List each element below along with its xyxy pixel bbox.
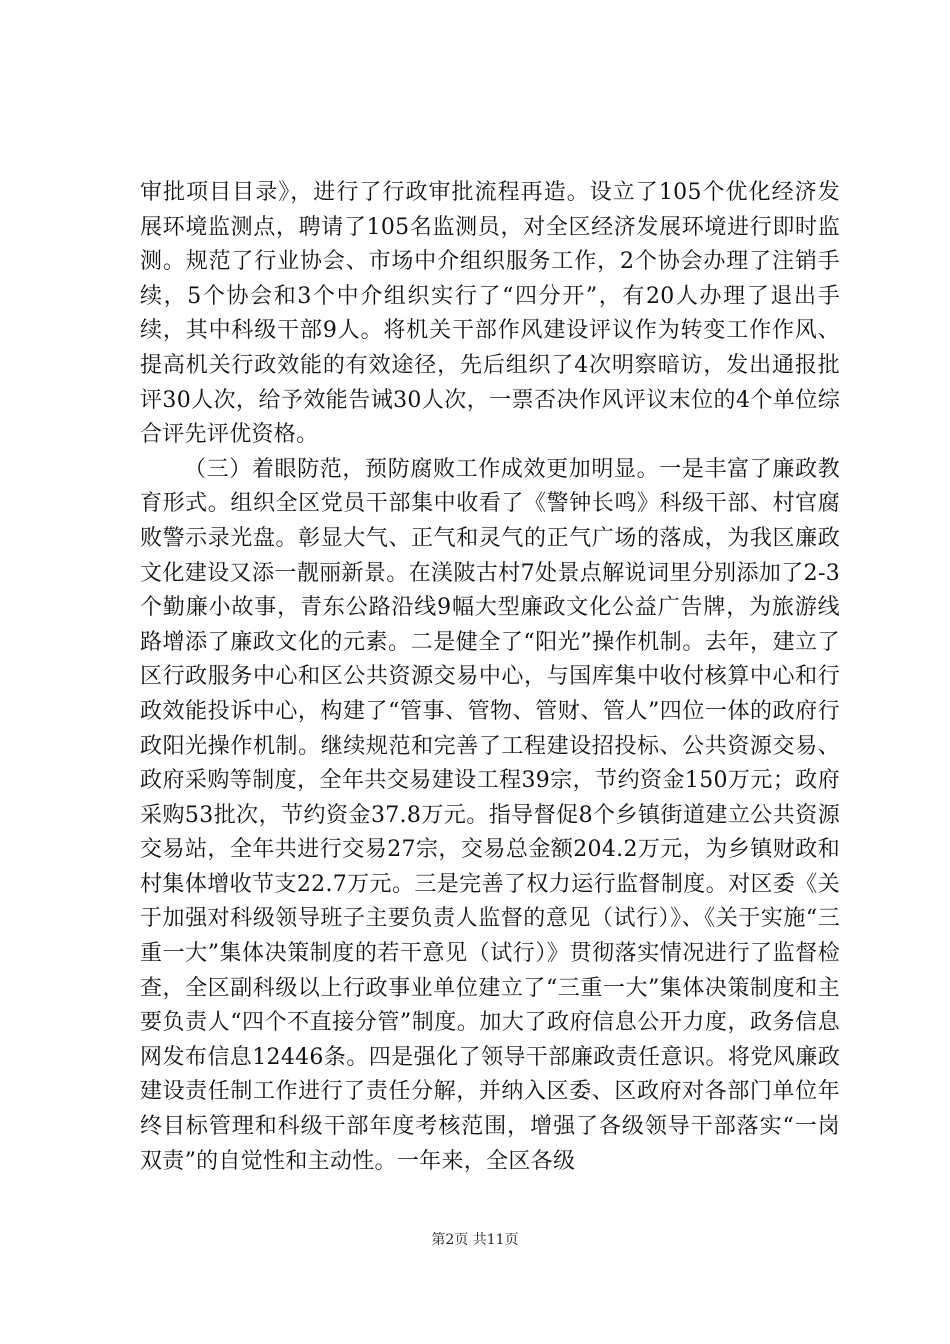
paragraph-1: 审批项目目录》，进行了行政审批流程再造。设立了105个优化经济发展环境监测点，聘请了105名监测员，对全区经济发展环境进行即时监测。规范了行业协会、市场中介组织服务工作，2个协会办理了注销手续，5个协会和3个中介组织实行了“四分开”，有20人办理了退出手续，其中科级干部9人。将机关干部作风建设评议作为转变工作作风、提高机关行政效能的有效途径，先后组织了4次明察暗访，发出通报批评30人次，给予效能告诫30人次，一票否决作风评议末位的4个单位综合评先评优资格。 xyxy=(140,180,840,448)
paragraph-2: （三）着眼防范，预防腐败工作成效更加明显。一是丰富了廉政教育形式。组织全区党员干部集中收看了《警钟长鸣》科级干部、村官腐败警示录光盘。彰显大气、正气和灵气的正气广场的落成，为我区廉政文化建设又添一靓丽新景。在渼陂古村7处景点解说词里分别添加了2-3个勤廉小故事，青东公路沿线9幅大型廉政文化公益广告牌，为旅游线路增添了廉政文化的元素。二是健全了“阳光”操作机制。去年，建立了区行政服务中心和区公共资源交易中心，与国库集中收付核算中心和行政效能投诉中心，构建了“管事、管物、管财、管人”四位一体的政府行政阳光操作机制。继续规范和完善了工程建设招投标、公共资源交易、政府采购等制度，全年共交易建设工程39宗，节约资金150万元；政府采购53批次，节约资金37.8万元。指导督促8个乡镇街道建立公共资源交易站，全年共进行交易27宗，交易总金额204.2万元，为乡镇财政和村集体增收节支22.7万元。三是完善了权力运行监督制度。对区委《关于加强对科级领导班子主要负责人监督的意见（试行）》、《关于实施“三重一大”集体决策制度的若干意见（试行）》贯彻落实情况进行了监督检查，全区副科级以上行政事业单位建立了“三重一大”集体决策制度和主要负责人“四个不直接分管”制度。加大了政府信息公开力度，政务信息网发布信息12446条。四是强化了领导干部廉政责任意识。将党风廉政建设责任制工作进行了责任分解，并纳入区委、区政府对各部门单位年终目标管理和科级干部年度考核范围，增强了各级领导干部落实“一岗双责”的自觉性和主动性。一年来，全区各级 xyxy=(140,456,840,1174)
page-number-footer: 第2页 共11页 xyxy=(431,1232,519,1248)
document-body xyxy=(140,176,840,1179)
